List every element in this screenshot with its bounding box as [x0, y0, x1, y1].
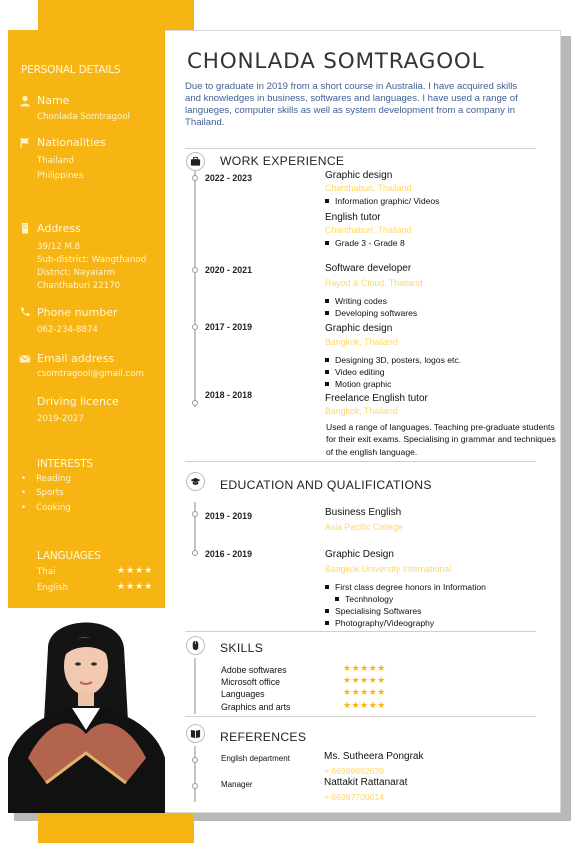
user-icon: [19, 95, 31, 107]
phone-value: 062-234-8874: [37, 325, 98, 335]
education-institution: Asia Pacific College: [325, 522, 403, 532]
education-heading: EDUCATION AND QUALIFICATIONS: [220, 478, 432, 492]
work-date: 2020 - 2021: [205, 265, 252, 275]
timeline-dot: [192, 511, 198, 517]
skill-name: Languages: [221, 689, 265, 699]
work-date: 2018 - 2018: [205, 390, 252, 400]
work-bullet: Information graphic/ Videos: [325, 196, 439, 206]
page-title: CHONLADA SOMTRAGOOL: [187, 49, 485, 74]
email-value: csomtragool@gmail.com: [37, 369, 144, 379]
timeline-dot: [192, 757, 198, 763]
work-bullet: Writing codes: [325, 296, 387, 306]
section-divider: [185, 631, 536, 632]
skill-rating: ★★★★★: [343, 663, 386, 673]
accent-bottom-strip: [38, 810, 194, 843]
work-role: Graphic design: [325, 170, 393, 181]
timeline-dot: [192, 175, 198, 181]
work-role: English tutor: [325, 212, 381, 223]
work-experience-heading: WORK EXPERIENCE: [220, 154, 345, 168]
work-place: Bangkok, Thailand: [325, 406, 398, 416]
phone-label: Phone number: [37, 306, 118, 319]
reference-name: Ms. Sutheera Pongrak: [324, 751, 424, 762]
timeline-dot: [192, 267, 198, 273]
phone-icon: [19, 306, 31, 318]
reference-role: Manager: [221, 780, 253, 789]
book-icon: [186, 724, 205, 743]
work-place: Chanthaburi, Thailand: [325, 183, 412, 193]
language-rating: ★★★★: [117, 566, 154, 576]
education-institution: Bangkok University International: [325, 564, 452, 574]
skill-name: Graphics and arts: [221, 702, 291, 712]
references-heading: REFERENCES: [220, 730, 307, 744]
language-name: English: [37, 583, 69, 593]
skill-rating: ★★★★★: [343, 675, 386, 685]
address-line: District: Nayaiarm: [37, 268, 115, 278]
education-bullet: First class degree honors in Information: [325, 582, 486, 592]
work-date: 2017 - 2019: [205, 322, 252, 332]
section-divider: [185, 716, 536, 717]
skill-rating: ★★★★★: [343, 700, 386, 710]
interests-heading: INTERESTS: [37, 458, 93, 470]
work-timeline: [194, 170, 196, 407]
email-label: Email address: [37, 352, 115, 365]
language-rating: ★★★★: [117, 582, 154, 592]
summary-text: Due to graduate in 2019 from a short course in Australia. I have acquired skills and knowledges in business, softwares and languages. I have used a range of langueges, computer skills as well as system development from a company in Thailand.: [185, 81, 518, 128]
driving-licence-label: Driving licence: [37, 395, 119, 408]
mail-icon: [19, 353, 31, 365]
name-value: Chonlada Somtragool: [37, 112, 130, 122]
address-line: Sub-district: Wangthanod: [37, 255, 147, 265]
reference-phone: + 66999892639: [324, 766, 384, 776]
card-shadow-right: [561, 36, 571, 819]
references-timeline: [194, 746, 196, 802]
main-content: [165, 30, 561, 813]
work-role: Freelance English tutor: [325, 393, 428, 404]
address-line: 39/12 M.8: [37, 242, 81, 252]
education-bullet: Photography/Videography: [325, 618, 434, 628]
work-bullet: Video editing: [325, 367, 385, 377]
interest-item: • Sports: [21, 488, 64, 499]
education-date: 2019 - 2019: [205, 511, 252, 521]
work-bullet: Grade 3 - Grade 8: [325, 238, 405, 248]
accent-top-strip: [38, 0, 194, 32]
timeline-dot: [192, 783, 198, 789]
timeline-dot: [192, 324, 198, 330]
name-label: Name: [37, 94, 70, 107]
nationality-item: Philippines: [37, 171, 84, 181]
skill-rating: ★★★★★: [343, 687, 386, 697]
work-role: Software developer: [325, 263, 412, 274]
driving-licence-value: 2019-2027: [37, 414, 84, 424]
timeline-dot: [192, 550, 198, 556]
reference-role: English department: [221, 754, 290, 763]
interest-item: • Cooking: [21, 503, 71, 514]
education-date: 2016 - 2019: [205, 549, 252, 559]
reference-phone: + 66987700614: [324, 792, 384, 802]
building-icon: [19, 222, 31, 234]
language-name: Thai: [37, 567, 56, 577]
work-bullet: Designing 3D, posters, logos etc.: [325, 355, 461, 365]
skills-timeline: [194, 658, 196, 714]
work-role: Graphic design: [325, 323, 393, 334]
languages-heading: LANGUAGES: [37, 550, 101, 562]
skill-name: Adobe softwares: [221, 665, 287, 675]
work-bullet: Developing softwares: [325, 308, 417, 318]
work-date: 2022 - 2023: [205, 173, 252, 183]
interest-item: • Reading: [21, 474, 71, 485]
personal-details-heading: PERSONAL DETAILS: [21, 64, 121, 76]
graduation-cap-icon: [186, 472, 205, 491]
profile-photo: [8, 608, 165, 813]
briefcase-icon: [186, 152, 205, 171]
education-timeline: [194, 502, 196, 554]
skill-name: Microsoft office: [221, 677, 280, 687]
flag-icon: [19, 137, 31, 149]
nationality-item: Thailand: [37, 156, 74, 166]
address-line: Chanthaburi 22170: [37, 281, 121, 291]
section-divider: [185, 148, 536, 149]
work-place: Chanthaburi, Thailand: [325, 225, 412, 235]
education-degree: Business English: [325, 507, 402, 518]
nationalities-label: Nationalities: [37, 136, 106, 149]
timeline-dot: [192, 400, 198, 406]
section-divider: [185, 461, 536, 462]
work-bullet: Motion graphic: [325, 379, 391, 389]
work-description: Used a range of languages. Teaching pre-graduate students for their exit exams. Specialising in grammar and techniques of the english language.: [326, 422, 556, 457]
reference-name: Nattakit Rattanarat: [324, 777, 408, 788]
work-place: Bangkok, Thailand: [325, 337, 398, 347]
education-bullet: Specialising Softwares: [325, 606, 421, 616]
education-degree: Graphic Design: [325, 549, 394, 560]
skills-heading: SKILLS: [220, 641, 264, 655]
address-label: Address: [37, 222, 81, 235]
education-bullet-continued: Tecnhnology: [335, 594, 393, 604]
work-place: Rayod & Cloud, Thailand: [325, 278, 423, 288]
mouse-icon: [186, 636, 205, 655]
